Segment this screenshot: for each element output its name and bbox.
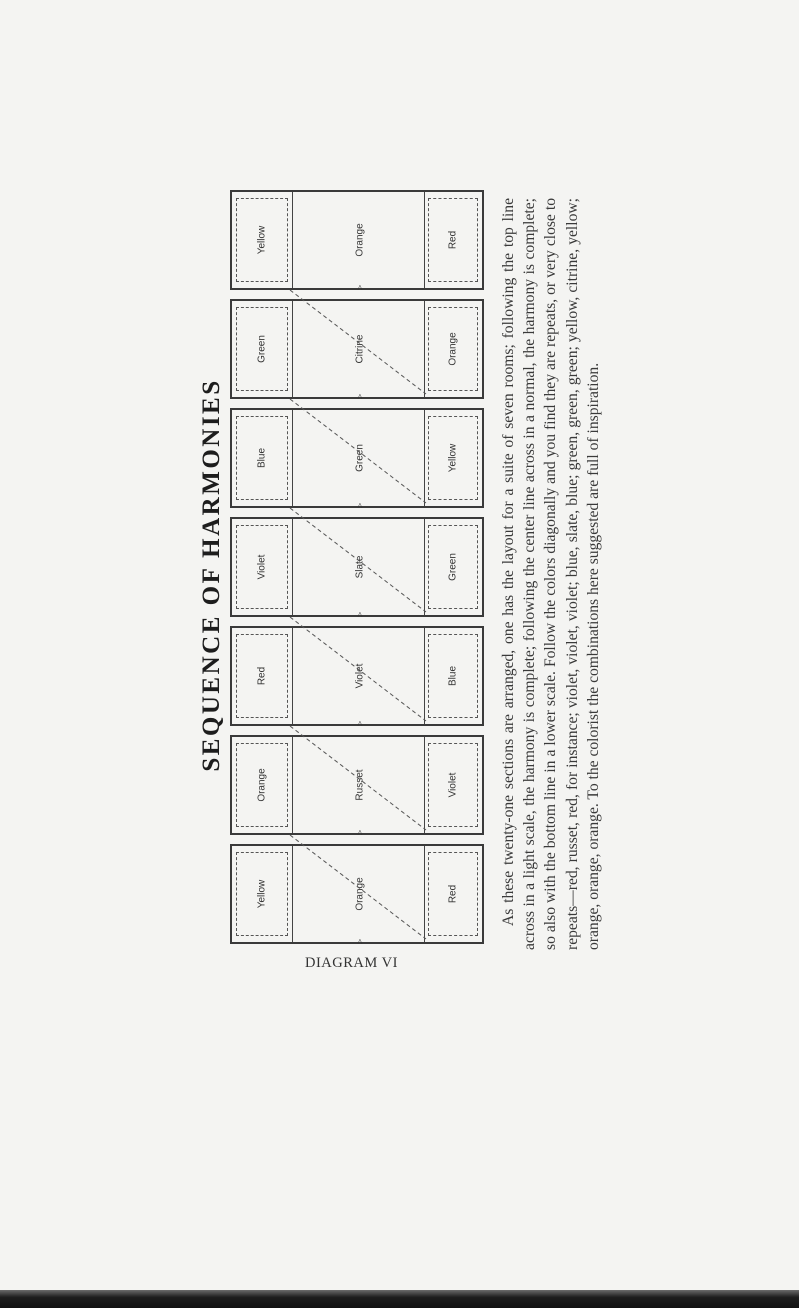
room-3-arrow-icon: ˄: [357, 719, 363, 730]
room-2-arrow-icon: ˄: [357, 828, 363, 839]
room-5-top-label: Blue: [256, 447, 268, 469]
harmony-diagram: [230, 190, 484, 946]
room-1-top-label: Yellow: [256, 879, 268, 909]
room-5-arrow-icon: ˄: [357, 501, 363, 512]
room-5-middle-label: Green: [354, 444, 366, 472]
room-5-bottom-label: Yellow: [447, 443, 459, 473]
room-6-top-label: Green: [256, 335, 268, 363]
diagonal-line-3: [290, 617, 426, 721]
room-7-arrow-icon: ˄: [357, 283, 363, 294]
room-1-arrow-icon: ˄: [357, 937, 363, 948]
room-2-middle-label: Russet: [354, 769, 366, 801]
room-6-arrow-icon: ˄: [357, 392, 363, 403]
room-2-bottom-label: Violet: [447, 772, 459, 798]
room-4-bottom-label: Green: [447, 553, 459, 581]
room-7-bottom-label: Red: [447, 230, 459, 250]
room-7-top-label: Yellow: [256, 225, 268, 255]
diagonal-line-2: [290, 726, 426, 830]
room-4-top-label: Violet: [256, 554, 268, 580]
diagonal-line-1: [290, 835, 426, 939]
diagonal-lines: [230, 190, 484, 946]
room-1-bottom-label: Red: [447, 884, 459, 904]
diagonal-line-6: [290, 290, 426, 394]
body-paragraph-wrapper: [498, 198, 630, 950]
room-3-top-label: Red: [256, 666, 268, 686]
room-4-arrow-icon: ˄: [357, 610, 363, 621]
room-6-middle-label: Citrine: [354, 334, 366, 364]
room-7-middle-label: Orange: [354, 223, 366, 257]
room-1-middle-label: Orange: [354, 877, 366, 911]
scanner-edge: [0, 1290, 799, 1308]
room-3-bottom-label: Blue: [447, 665, 459, 687]
body-paragraph: As these twenty-one sections are arranged, one has the layout for a suite of seven rooms; following the top line across in a light scale, the harmony is complete; following the center line across in a normal, the harmony is complete; so also with the bottom line in a lower scale. Follow the colors diagonally and you find they are repeats, or very close to repeats—red, russet, red, for instance; violet, violet, violet; blue, slate, blue; green, green, green; yellow, citrine, yellow; orange, orange, orange. To the colorist the combinations here suggested are full of inspiration.: [500, 198, 602, 950]
room-3-middle-label: Violet: [354, 663, 366, 689]
diagonal-line-4: [290, 508, 426, 612]
page-title-text: SEQUENCE OF HARMONIES: [198, 378, 225, 772]
diagram-caption: DIAGRAM VI: [305, 955, 398, 971]
room-2-top-label: Orange: [256, 768, 268, 802]
room-4-middle-label: Slate: [354, 555, 366, 579]
room-6-bottom-label: Orange: [447, 332, 459, 366]
diagonal-line-5: [290, 399, 426, 503]
